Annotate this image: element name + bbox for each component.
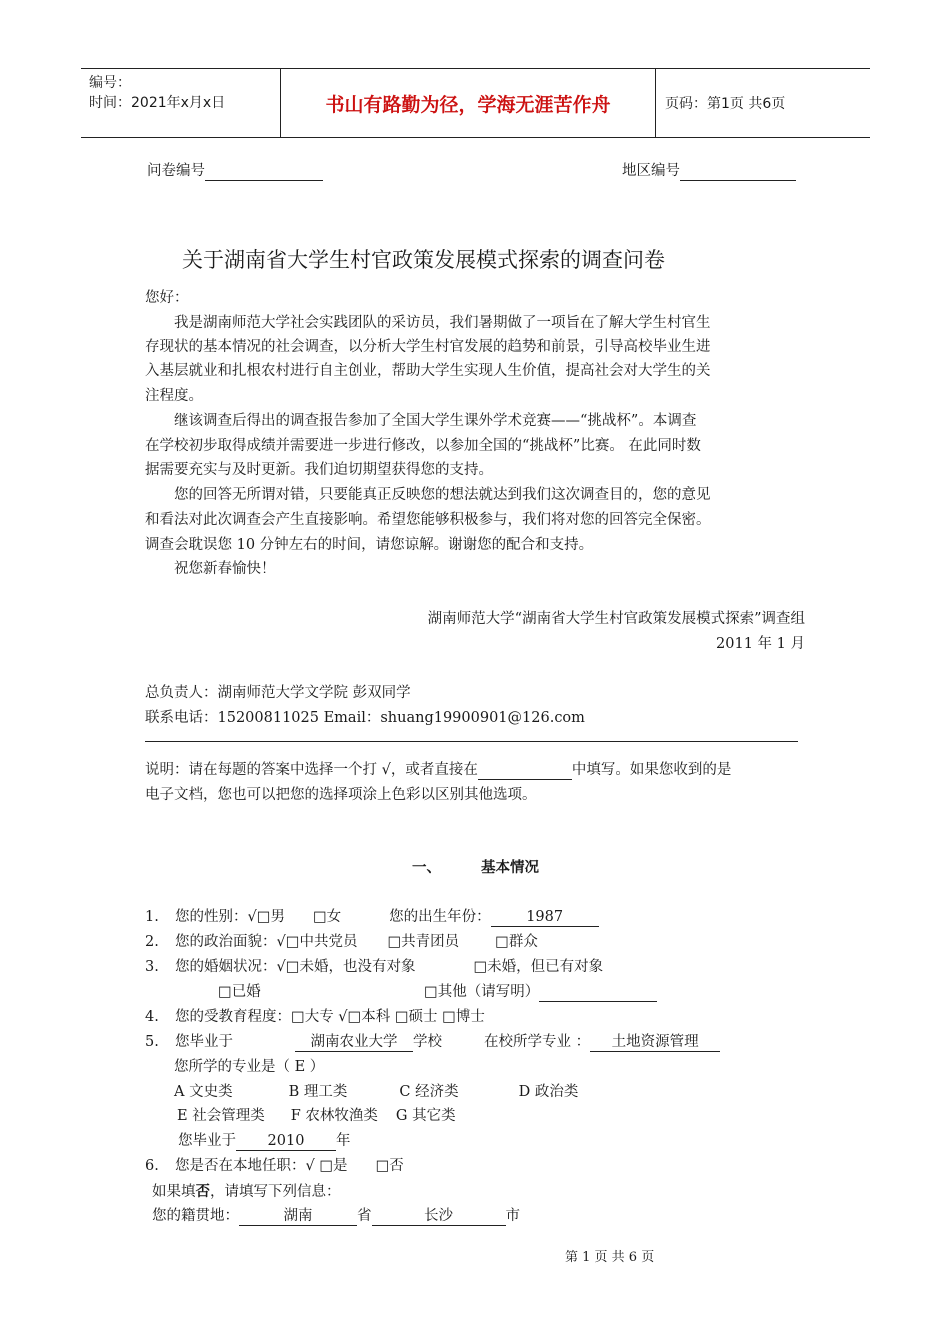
q2-option-masses[interactable]: □群众	[495, 934, 538, 950]
signature-date: 2011 年 1 月	[716, 636, 805, 652]
note-line2: 电子文档，您也可以把您的选择项涂上色彩以区别其他选项。	[145, 787, 537, 803]
note-line1: 说明：请在每题的答案中选择一个打 √，或者直接在 中填写。如果您收到的是	[145, 762, 732, 778]
major-options-row2: E 社会管理类 F 农林牧渔类 G 其它类	[177, 1108, 456, 1124]
question-4: 4. 您的受教育程度：□大专 √□本科 □硕士 □博士	[145, 1009, 485, 1025]
header-page-code: 页码：第1页 共6页	[665, 96, 786, 112]
divider	[145, 741, 798, 742]
para1-line1: 我是湖南师范大学社会实践团队的采访员，我们暑期做了一项旨在了解大学生村官生	[174, 315, 711, 331]
question-6: 6. 您是否在本地任职：√ □是 □否	[145, 1158, 404, 1174]
birth-year-field[interactable]: 1987	[491, 908, 599, 927]
q2-option-party[interactable]: √□中共党员	[276, 934, 358, 950]
wish: 祝您新春愉快！	[174, 561, 276, 577]
header-meta	[81, 69, 281, 137]
para1-line2: 存现状的基本情况的社会调查，以分析大学生村官发展的趋势和前景，引导高校毕业生进	[145, 339, 711, 355]
q1-option-female[interactable]: □女	[312, 909, 342, 925]
q6-option-yes[interactable]: 您是否在本地任职：√ □是	[175, 1158, 348, 1174]
major-options-row1: A 文史类 B 理工类 C 经济类 D 政治类	[174, 1084, 579, 1100]
para1-line3: 入基层就业和扎根农村进行自主创业，帮助大学生实现人生价值，提高社会对大学生的关	[145, 363, 711, 379]
para3-line1: 您的回答无所谓对错，只要能真正反映您的想法就达到我们这次调查目的，您的意见	[174, 487, 711, 503]
section-heading: 一、 基本情况	[412, 860, 539, 876]
q2-option-league[interactable]: □共青团员	[387, 934, 460, 950]
graduation-year-field[interactable]: 2010	[236, 1132, 336, 1151]
para3-line3: 调查会耽误您 10 分钟左右的时间，请您谅解。谢谢您的配合和支持。	[145, 537, 594, 553]
graduation-year: 您毕业于 2010 年	[178, 1133, 351, 1149]
lead-person: 总负责人：湖南师范大学文学院 彭双同学	[145, 685, 411, 701]
native-place: 您的籍贯地： 湖南 省 长沙 市	[152, 1208, 520, 1224]
major-field[interactable]: 土地资源管理	[590, 1033, 720, 1052]
q6-option-no[interactable]: □否	[375, 1158, 404, 1174]
greeting: 您好：	[145, 290, 189, 306]
page-header	[81, 68, 870, 138]
page-footer: 第 1 页 共 6 页	[565, 1250, 655, 1265]
q4-options[interactable]: □大专 √□本科 □硕士 □博士	[291, 1009, 485, 1025]
school-field[interactable]: 湖南农业大学	[295, 1033, 413, 1052]
question-3: 3. 您的婚姻状况：√□未婚，也没有对象 □未婚，但已有对象	[145, 959, 604, 975]
questionnaire-number: 问卷编号	[147, 159, 323, 184]
date-label: 时间：2021年x月x日	[89, 95, 226, 111]
contact-info: 联系电话：15200811025 Email：shuang19900901@126.com	[145, 710, 585, 726]
q3-option-single[interactable]: √□未婚，也没有对象	[276, 959, 416, 975]
header-motto: 书山有路勤为径，学海无涯苦作舟	[281, 69, 656, 137]
major-category-question: 您所学的专业是（ E ）	[174, 1059, 325, 1075]
question-5: 5. 您毕业于 湖南农业大学 学校 在校所学专业 ： 土地资源管理	[145, 1030, 720, 1055]
q6-instruction: 如果填否，请填写下列信息：	[152, 1183, 341, 1200]
q3-option-married[interactable]: □已婚	[218, 984, 261, 1000]
para3-line2: 和看法对此次调查会产生直接影响。希望您能够积极参与，我们将对您的回答完全保密。	[145, 512, 711, 528]
q1-option-male[interactable]: √□男	[247, 909, 285, 925]
number-label: 编号：	[89, 75, 131, 91]
para2-line2: 在学校初步取得成绩并需要进一步进行修改，以参加全国的“挑战杯”比赛。 在此同时数	[145, 438, 701, 454]
para2-line1: 继该调查后得出的调查报告参加了全国大学生课外学术竞赛——“挑战杯”。本调查	[174, 413, 697, 429]
q3-option-dating[interactable]: □未婚，但已有对象	[473, 959, 604, 975]
signature-org: 湖南师范大学“湖南省大学生村官政策发展模式探索”调查组	[427, 611, 805, 627]
q3-option-other: □其他（请写明）	[424, 980, 657, 1005]
question-1: 1. 您的性别：√□男 □女 您的出生年份： 1987	[145, 905, 599, 930]
para1-line4: 注程度。	[145, 388, 203, 404]
document-title: 关于湖南省大学生村官政策发展模式探索的调查问卷	[182, 248, 665, 272]
question-2: 2. 您的政治面貌：√□中共党员 □共青团员 □群众	[145, 934, 538, 950]
region-number: 地区编号	[622, 159, 796, 184]
province-field[interactable]: 湖南	[239, 1207, 357, 1226]
city-field[interactable]: 长沙	[372, 1207, 506, 1226]
para2-line3: 据需要充实与及时更新。我们迫切期望获得您的支持。	[145, 462, 493, 478]
